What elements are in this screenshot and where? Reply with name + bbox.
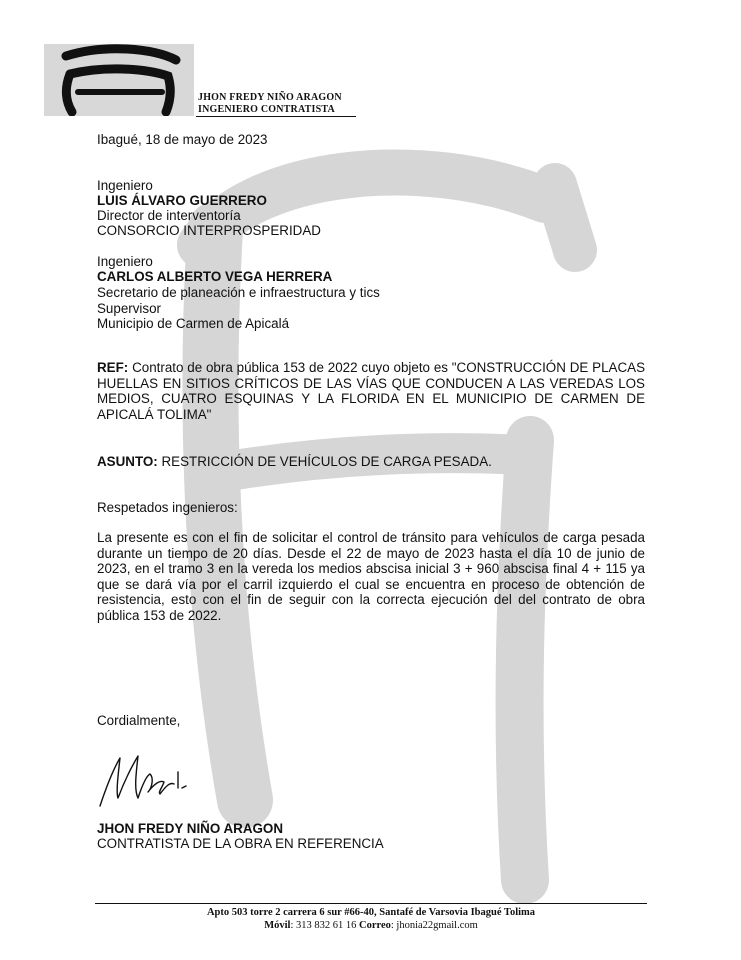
recipient1-salutation: Ingeniero	[97, 178, 153, 193]
footer-divider	[95, 903, 647, 904]
footer-email: jhonia22gmail.com	[396, 920, 478, 931]
footer-email-sep: :	[390, 920, 397, 931]
reference-paragraph	[97, 360, 645, 422]
header-name: JHON FREDY NIÑO ARAGON	[198, 92, 342, 103]
recipient2-role: Secretario de planeación e infraestructura y tics	[97, 285, 380, 300]
footer-contact	[95, 919, 647, 932]
greeting: Respetados ingenieros:	[97, 500, 238, 515]
footer-mobile-label: Móvil	[264, 920, 291, 931]
recipient2-org: Municipio de Carmen de Apicalá	[97, 316, 290, 331]
header-title: INGENIERO CONTRATISTA	[198, 104, 335, 115]
company-logo	[44, 44, 194, 116]
subject-text: RESTRICCIÓN DE VEHÍCULOS DE CARGA PESADA.	[157, 454, 492, 469]
recipient2-role2: Supervisor	[97, 301, 162, 316]
recipient2-name: CARLOS ALBERTO VEGA HERRERA	[97, 269, 333, 284]
header-underline	[196, 116, 356, 117]
handwritten-signature	[94, 748, 204, 810]
footer-address: Apto 503 torre 2 carrera 6 sur #66-40, Santafé de Varsovia Ibagué Tolima	[206, 907, 536, 918]
subject-line	[97, 454, 492, 469]
signer-role: CONTRATISTA DE LA OBRA EN REFERENCIA	[97, 836, 384, 851]
recipient1-org: CONSORCIO INTERPROSPERIDAD	[97, 223, 321, 238]
footer-email-label: Correo	[359, 920, 391, 931]
signer-name: JHON FREDY NIÑO ARAGON	[97, 821, 283, 836]
letter-date: Ibagué, 18 de mayo de 2023	[97, 132, 268, 147]
closing: Cordialmente,	[97, 713, 181, 728]
footer-mobile: 313 832 61 16	[296, 920, 357, 931]
subject-label: ASUNTO:	[97, 454, 158, 469]
body-paragraph: La presente es con el fin de solicitar el control de tránsito para vehículos de carga pesada durante un tiempo de 20 días. Desde el 22 de mayo de 2023 hasta el día 10 de junio de 2023, en el tramo 3 en la vereda los medios abscisa inicial 3 + 960 abscisa final 4 + 115 ya que se dará vía por el carril izquierdo el cual se encuentra en proceso de obtención de resistencia, esto con el fin de seguir con la correcta ejecución del del contrato de obra pública 153 de 2022.	[97, 530, 645, 623]
reference-label: REF:	[97, 360, 129, 375]
reference-text: Contrato de obra pública 153 de 2022 cuyo objeto es "CONSTRUCCIÓN DE PLACAS HUELLAS EN SITIOS CRÍTICOS DE LAS VÍAS QUE CONDUCEN A LAS VEREDAS LOS MEDIOS, CUATRO ESQUINAS Y LA FLORIDA EN EL MUNICIPIO DE CARMEN DE APICALÁ TOLIMA"	[97, 360, 645, 422]
recipient1-role: Director de interventoría	[97, 208, 241, 223]
footer-mobile-sep: :	[290, 920, 296, 931]
recipient2-salutation: Ingeniero	[97, 254, 153, 269]
recipient1-name: LUIS ÁLVARO GUERRERO	[97, 193, 267, 208]
